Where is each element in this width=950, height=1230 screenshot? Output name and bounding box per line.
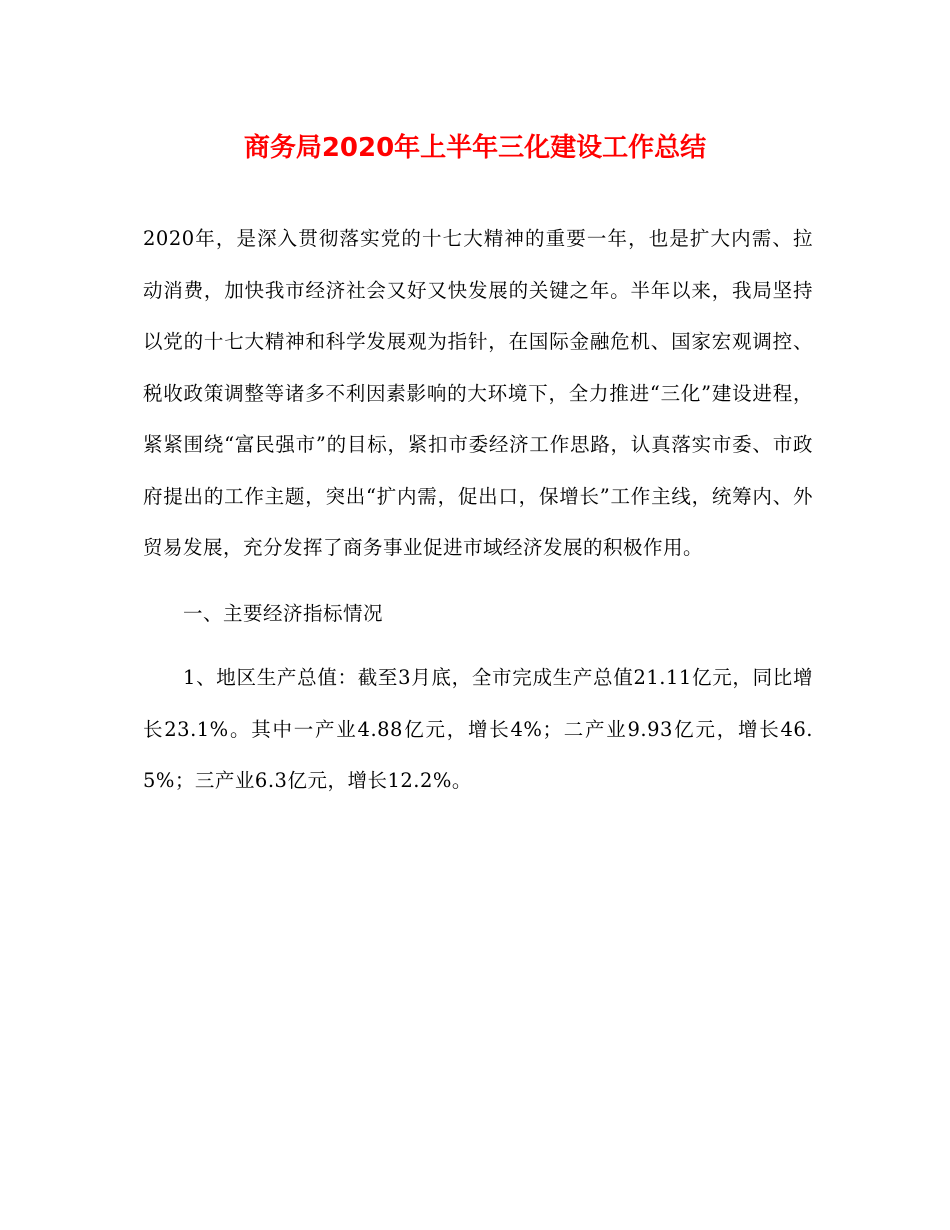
intro-paragraph: 2020年，是深入贯彻落实党的十七大精神的重要一年，也是扩大内需、拉动消费，加快我市经济社会又好又快发展的关键之年。半年以来，我局坚持以党的十七大精神和科学发展观为指针，在国际金融危机、国家宏观调控、税收政策调整等诸多不利因素影响的大环境下，全力推进“三化”建设进程，紧紧围绕“富民强市”的目标，紧扣市委经济工作思路，认真落实市委、市政府提出的工作主题，突出“扩内需，促出口，保增长”工作主线，统筹内、外贸易发展，充分发挥了商务事业促进市域经济发展的积极作用。 <box>143 227 813 559</box>
section-heading-main-indicators: 一、主要经济指标情况 <box>183 601 384 625</box>
document-body <box>143 213 813 807</box>
document-title: 商务局2020年上半年三化建设工作总结 <box>243 133 707 163</box>
gdp-paragraph: 1、地区生产总值：截至3月底，全市完成生产总值21.11亿元，同比增长23.1%。其中一产业4.88亿元，增长4%；二产业9.93亿元，增长46.5%；三产业6.3亿元，增长12.2%。 <box>143 666 813 792</box>
